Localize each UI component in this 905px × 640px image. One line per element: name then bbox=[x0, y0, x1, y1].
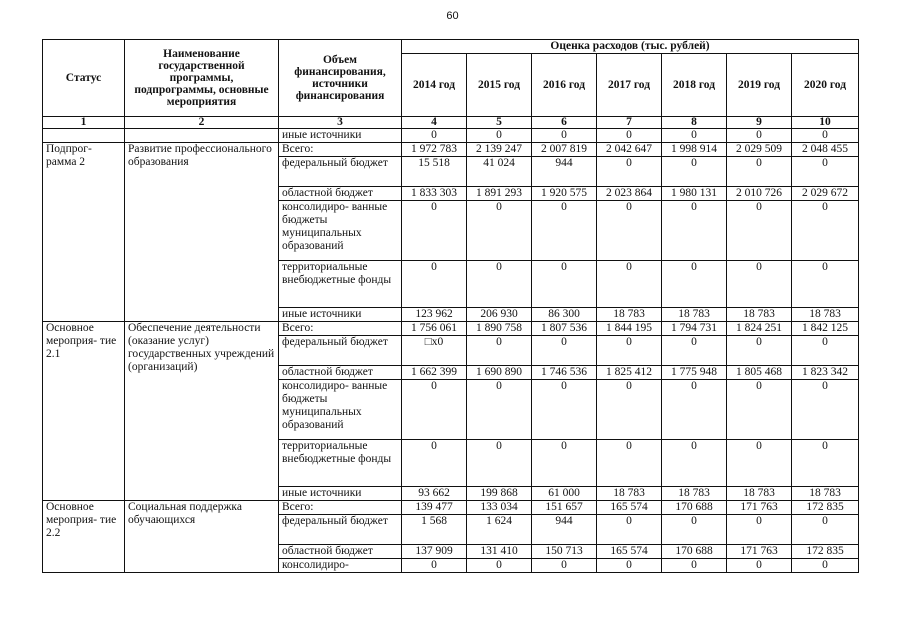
value-cell: 1 844 195 bbox=[597, 322, 662, 336]
value-cell: 0 bbox=[597, 201, 662, 261]
value-cell: 170 688 bbox=[662, 545, 727, 559]
source-label: консолидиро- bbox=[279, 559, 402, 573]
value-cell: 0 bbox=[662, 336, 727, 366]
source-label: иные источники bbox=[279, 129, 402, 143]
value-cell: 0 bbox=[662, 380, 727, 440]
status-cell: Основное мероприя- тие 2.2 bbox=[43, 501, 125, 573]
value-cell: 0 bbox=[792, 515, 859, 545]
value-cell: 1 980 131 bbox=[662, 187, 727, 201]
value-cell: 131 410 bbox=[467, 545, 532, 559]
name-cell bbox=[125, 129, 279, 143]
source-label: федеральный бюджет bbox=[279, 515, 402, 545]
value-cell: 18 783 bbox=[597, 487, 662, 501]
value-cell: 1 998 914 bbox=[662, 143, 727, 157]
value-cell: 0 bbox=[597, 515, 662, 545]
value-cell: 1 823 342 bbox=[792, 366, 859, 380]
value-cell: 0 bbox=[597, 129, 662, 143]
value-cell: 0 bbox=[467, 261, 532, 308]
value-cell: 93 662 bbox=[402, 487, 467, 501]
source-label: территориальные внебюджетные фонды bbox=[279, 261, 402, 308]
value-cell: 2 029 672 bbox=[792, 187, 859, 201]
value-cell: 0 bbox=[792, 380, 859, 440]
source-label: областной бюджет bbox=[279, 545, 402, 559]
source-label: областной бюджет bbox=[279, 187, 402, 201]
source-label: Всего: bbox=[279, 143, 402, 157]
value-cell: 15 518 bbox=[402, 157, 467, 187]
value-cell: 2 042 647 bbox=[597, 143, 662, 157]
value-cell: 1 794 731 bbox=[662, 322, 727, 336]
status-cell bbox=[43, 129, 125, 143]
value-cell: 0 bbox=[727, 380, 792, 440]
header-year: 2015 год bbox=[467, 54, 532, 117]
value-cell: 18 783 bbox=[727, 308, 792, 322]
value-cell: 206 930 bbox=[467, 308, 532, 322]
header-status: Статус bbox=[43, 40, 125, 117]
header-year: 2020 год bbox=[792, 54, 859, 117]
value-cell: 0 bbox=[597, 559, 662, 573]
value-cell: 0 bbox=[792, 129, 859, 143]
value-cell: 0 bbox=[467, 201, 532, 261]
value-cell: 0 bbox=[727, 515, 792, 545]
value-cell: 171 763 bbox=[727, 501, 792, 515]
source-label: федеральный бюджет bbox=[279, 157, 402, 187]
value-cell: 0 bbox=[727, 559, 792, 573]
value-cell: 2 029 509 bbox=[727, 143, 792, 157]
value-cell: 2 139 247 bbox=[467, 143, 532, 157]
value-cell: 0 bbox=[792, 336, 859, 366]
source-label: территориальные внебюджетные фонды bbox=[279, 440, 402, 487]
value-cell: 0 bbox=[727, 157, 792, 187]
column-index: 2 bbox=[125, 117, 279, 129]
status-cell: Подпрог- рамма 2 bbox=[43, 143, 125, 322]
table-body bbox=[43, 129, 859, 573]
value-cell: □x0 bbox=[402, 336, 467, 366]
value-cell: 0 bbox=[662, 440, 727, 487]
table-row bbox=[43, 129, 859, 143]
value-cell: 1 805 468 bbox=[727, 366, 792, 380]
value-cell: 0 bbox=[467, 380, 532, 440]
page-number: 60 bbox=[446, 10, 459, 22]
column-index: 5 bbox=[467, 117, 532, 129]
column-index: 3 bbox=[279, 117, 402, 129]
value-cell: 18 783 bbox=[597, 308, 662, 322]
value-cell: 2 010 726 bbox=[727, 187, 792, 201]
name-cell: Социальная поддержка обучающихся bbox=[125, 501, 279, 573]
value-cell: 1 568 bbox=[402, 515, 467, 545]
value-cell: 0 bbox=[792, 201, 859, 261]
value-cell: 172 835 bbox=[792, 501, 859, 515]
value-cell: 0 bbox=[597, 157, 662, 187]
source-label: консолидиро- ванные бюджеты муниципальных образований bbox=[279, 201, 402, 261]
value-cell: 0 bbox=[792, 440, 859, 487]
value-cell: 2 007 819 bbox=[532, 143, 597, 157]
table-row bbox=[43, 143, 859, 157]
column-index: 9 bbox=[727, 117, 792, 129]
value-cell: 0 bbox=[792, 559, 859, 573]
value-cell: 0 bbox=[727, 129, 792, 143]
value-cell: 171 763 bbox=[727, 545, 792, 559]
value-cell: 1 824 251 bbox=[727, 322, 792, 336]
value-cell: 0 bbox=[402, 201, 467, 261]
value-cell: 0 bbox=[467, 440, 532, 487]
value-cell: 133 034 bbox=[467, 501, 532, 515]
value-cell: 165 574 bbox=[597, 545, 662, 559]
source-label: Всего: bbox=[279, 501, 402, 515]
value-cell: 0 bbox=[532, 261, 597, 308]
value-cell: 0 bbox=[402, 440, 467, 487]
value-cell: 18 783 bbox=[662, 487, 727, 501]
source-label: консолидиро- ванные бюджеты муниципальных образований bbox=[279, 380, 402, 440]
value-cell: 1 756 061 bbox=[402, 322, 467, 336]
value-cell: 0 bbox=[402, 261, 467, 308]
value-cell: 0 bbox=[467, 336, 532, 366]
column-index: 7 bbox=[597, 117, 662, 129]
value-cell: 199 868 bbox=[467, 487, 532, 501]
value-cell: 0 bbox=[467, 559, 532, 573]
table-row bbox=[43, 322, 859, 336]
status-cell: Основное мероприя- тие 2.1 bbox=[43, 322, 125, 501]
value-cell: 1 690 890 bbox=[467, 366, 532, 380]
name-cell: Обеспечение деятельности (оказание услуг) государственных учреждений (организаций) bbox=[125, 322, 279, 501]
value-cell: 165 574 bbox=[597, 501, 662, 515]
value-cell: 18 783 bbox=[727, 487, 792, 501]
value-cell: 0 bbox=[467, 129, 532, 143]
source-label: иные источники bbox=[279, 308, 402, 322]
value-cell: 1 807 536 bbox=[532, 322, 597, 336]
value-cell: 1 825 412 bbox=[597, 366, 662, 380]
value-cell: 0 bbox=[532, 336, 597, 366]
value-cell: 0 bbox=[727, 336, 792, 366]
value-cell: 0 bbox=[662, 515, 727, 545]
value-cell: 2 048 455 bbox=[792, 143, 859, 157]
value-cell: 150 713 bbox=[532, 545, 597, 559]
value-cell: 0 bbox=[662, 157, 727, 187]
value-cell: 0 bbox=[597, 440, 662, 487]
value-cell: 0 bbox=[402, 559, 467, 573]
value-cell: 1 842 125 bbox=[792, 322, 859, 336]
table-row bbox=[43, 501, 859, 515]
source-label: федеральный бюджет bbox=[279, 336, 402, 366]
header-name: Наименование государственной программы, подпрограммы, основные мероприятия bbox=[125, 40, 279, 117]
value-cell: 172 835 bbox=[792, 545, 859, 559]
value-cell: 944 bbox=[532, 515, 597, 545]
source-label: областной бюджет bbox=[279, 366, 402, 380]
expense-estimate-table bbox=[42, 39, 859, 573]
value-cell: 1 891 293 bbox=[467, 187, 532, 201]
value-cell: 86 300 bbox=[532, 308, 597, 322]
value-cell: 170 688 bbox=[662, 501, 727, 515]
value-cell: 0 bbox=[662, 559, 727, 573]
value-cell: 0 bbox=[402, 129, 467, 143]
source-label: иные источники bbox=[279, 487, 402, 501]
value-cell: 1 624 bbox=[467, 515, 532, 545]
value-cell: 0 bbox=[727, 440, 792, 487]
value-cell: 1 833 303 bbox=[402, 187, 467, 201]
column-index: 1 bbox=[43, 117, 125, 129]
value-cell: 0 bbox=[532, 380, 597, 440]
value-cell: 1 890 758 bbox=[467, 322, 532, 336]
header-volume: Объем финансирования, источники финансирования bbox=[279, 40, 402, 117]
value-cell: 18 783 bbox=[662, 308, 727, 322]
value-cell: 18 783 bbox=[792, 308, 859, 322]
value-cell: 123 962 bbox=[402, 308, 467, 322]
value-cell: 1 775 948 bbox=[662, 366, 727, 380]
value-cell: 0 bbox=[792, 157, 859, 187]
header-estimate: Оценка расходов (тыс. рублей) bbox=[402, 40, 859, 54]
value-cell: 0 bbox=[532, 201, 597, 261]
value-cell: 0 bbox=[662, 261, 727, 308]
value-cell: 0 bbox=[532, 440, 597, 487]
column-index: 8 bbox=[662, 117, 727, 129]
value-cell: 18 783 bbox=[792, 487, 859, 501]
value-cell: 1 972 783 bbox=[402, 143, 467, 157]
value-cell: 0 bbox=[727, 261, 792, 308]
column-index: 10 bbox=[792, 117, 859, 129]
value-cell: 944 bbox=[532, 157, 597, 187]
value-cell: 0 bbox=[597, 380, 662, 440]
value-cell: 41 024 bbox=[467, 157, 532, 187]
header-year: 2016 год bbox=[532, 54, 597, 117]
header-year: 2018 год bbox=[662, 54, 727, 117]
value-cell: 151 657 bbox=[532, 501, 597, 515]
value-cell: 61 000 bbox=[532, 487, 597, 501]
value-cell: 0 bbox=[662, 129, 727, 143]
source-label: Всего: bbox=[279, 322, 402, 336]
value-cell: 0 bbox=[402, 380, 467, 440]
value-cell: 1 920 575 bbox=[532, 187, 597, 201]
header-year: 2014 год bbox=[402, 54, 467, 117]
name-cell: Развитие профессионального образования bbox=[125, 143, 279, 322]
value-cell: 0 bbox=[597, 261, 662, 308]
column-index: 4 bbox=[402, 117, 467, 129]
column-index: 6 bbox=[532, 117, 597, 129]
value-cell: 0 bbox=[532, 559, 597, 573]
value-cell: 1 746 536 bbox=[532, 366, 597, 380]
value-cell: 137 909 bbox=[402, 545, 467, 559]
header-year: 2019 год bbox=[727, 54, 792, 117]
value-cell: 0 bbox=[792, 261, 859, 308]
value-cell: 139 477 bbox=[402, 501, 467, 515]
value-cell: 0 bbox=[662, 201, 727, 261]
value-cell: 1 662 399 bbox=[402, 366, 467, 380]
value-cell: 0 bbox=[532, 129, 597, 143]
value-cell: 0 bbox=[597, 336, 662, 366]
value-cell: 0 bbox=[727, 201, 792, 261]
header-year: 2017 год bbox=[597, 54, 662, 117]
value-cell: 2 023 864 bbox=[597, 187, 662, 201]
